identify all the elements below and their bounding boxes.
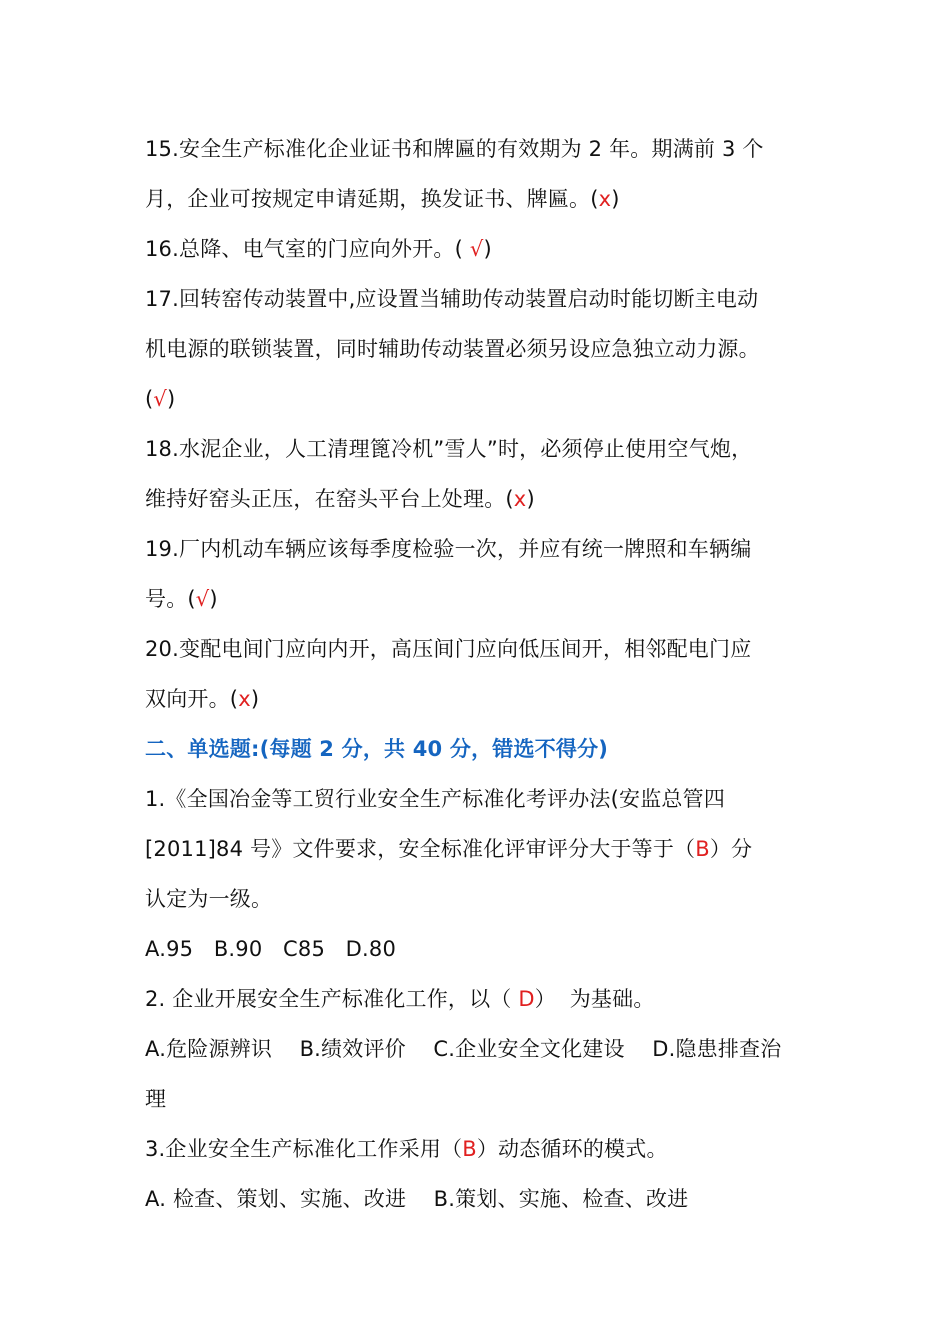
- sc-q1-line-1: [145, 774, 825, 824]
- sc-q3-options-1: [145, 1174, 825, 1224]
- q17-line-2: [145, 324, 825, 374]
- q20-answer: x: [238, 687, 251, 711]
- q16-paren-close: ): [483, 237, 492, 261]
- q16-text: 16.总降、电气室的门应向外开。(: [145, 237, 470, 261]
- q18-paren-close: ): [526, 487, 535, 511]
- q15-text: 15.安全生产标准化企业证书和牌匾的有效期为 2 年。期满前 3 个: [145, 137, 764, 161]
- q17-line-1: [145, 274, 825, 324]
- sc-q3-text-post: ）动态循环的模式。: [476, 1137, 668, 1161]
- q19-text: 19.厂内机动车辆应该每季度检验一次，并应有统一牌照和车辆编: [145, 537, 752, 561]
- q19-paren-close: ): [209, 587, 218, 611]
- sc-q2-text-post: ） 为基础。: [534, 987, 655, 1011]
- sc-q1-line-2: [145, 824, 825, 874]
- sc-q2-options-1: [145, 1024, 825, 1074]
- q17-line-3: [145, 374, 825, 424]
- sc-q1-text: 1.《全国冶金等工贸行业安全生产标准化考评办法(安监总管四: [145, 787, 726, 811]
- q18-text: 18.水泥企业，人工清理篦冷机”雪人”时，必须停止使用空气炮，: [145, 437, 753, 461]
- sc-q2-line: [145, 974, 825, 1024]
- q18-text-cont: 维持好窑头正压，在窑头平台上处理。(: [145, 487, 514, 511]
- q17-answer: √: [153, 387, 167, 411]
- sc-q1-options: [145, 924, 825, 974]
- q18-line-1: [145, 424, 825, 474]
- sc-q3-options-text: A. 检查、策划、实施、改进 B.策划、实施、检查、改进: [145, 1187, 689, 1211]
- sc-q2-options-text: A.危险源辨识 B.绩效评价 C.企业安全文化建设 D.隐患排查治: [145, 1037, 782, 1061]
- q19-text-cont: 号。(: [145, 587, 196, 611]
- q20-line-1: [145, 624, 825, 674]
- sc-q1-options-text: A.95 B.90 C85 D.80: [145, 937, 397, 961]
- q15-answer: x: [598, 187, 612, 211]
- sc-q3-text: 3.企业安全生产标准化工作采用（: [145, 1137, 463, 1161]
- sc-q1-text-cont: [2011]84 号》文件要求，安全标准化评审评分大于等于（: [145, 837, 696, 861]
- sc-q3-answer: B: [462, 1137, 477, 1161]
- q18-answer: x: [513, 487, 527, 511]
- q17-text: 17.回转窑传动装置中,应设置当辅助传动装置启动时能切断主电动: [145, 287, 759, 311]
- q16-answer: √: [469, 237, 484, 261]
- q19-line-2: [145, 574, 825, 624]
- sc-q3-line: [145, 1124, 825, 1174]
- q15-line-1: [145, 124, 825, 174]
- sc-q1-answer: B: [695, 837, 710, 861]
- q20-line-2: [145, 674, 825, 724]
- q20-text-cont: 双向开。(: [145, 687, 239, 711]
- q19-line-1: [145, 524, 825, 574]
- q18-line-2: [145, 474, 825, 524]
- document-page: [145, 124, 825, 1224]
- sc-q1-line-3: [145, 874, 825, 924]
- section-heading-single-choice: 二、单选题:(每题 2 分，共 40 分，错选不得分): [145, 737, 609, 761]
- sc-q2-options-text-cont: 理: [145, 1087, 167, 1111]
- q15-text-cont: 月，企业可按规定申请延期，换发证书、牌匾。(: [145, 187, 599, 211]
- q15-paren-close: ): [611, 187, 620, 211]
- q20-text: 20.变配电间门应向内开，高压间门应向低压间开，相邻配电门应: [145, 637, 752, 661]
- sc-q2-text: 2. 企业开展安全生产标准化工作，以（: [145, 987, 519, 1011]
- q17-paren-close: ): [167, 387, 176, 411]
- q17-paren-open: (: [145, 387, 154, 411]
- q16-line: [145, 224, 825, 274]
- q20-paren-close: ): [250, 687, 260, 711]
- sc-q2-options-2: [145, 1074, 825, 1124]
- q15-line-2: [145, 174, 825, 224]
- sc-q2-answer: D: [518, 987, 535, 1011]
- q19-answer: √: [195, 587, 210, 611]
- q17-text-cont: 机电源的联锁装置，同时辅助传动装置必须另设应急独立动力源。: [145, 337, 760, 361]
- sc-q1-text-end: 认定为一级。: [145, 887, 273, 911]
- sc-q1-text-post: ）分: [709, 837, 753, 861]
